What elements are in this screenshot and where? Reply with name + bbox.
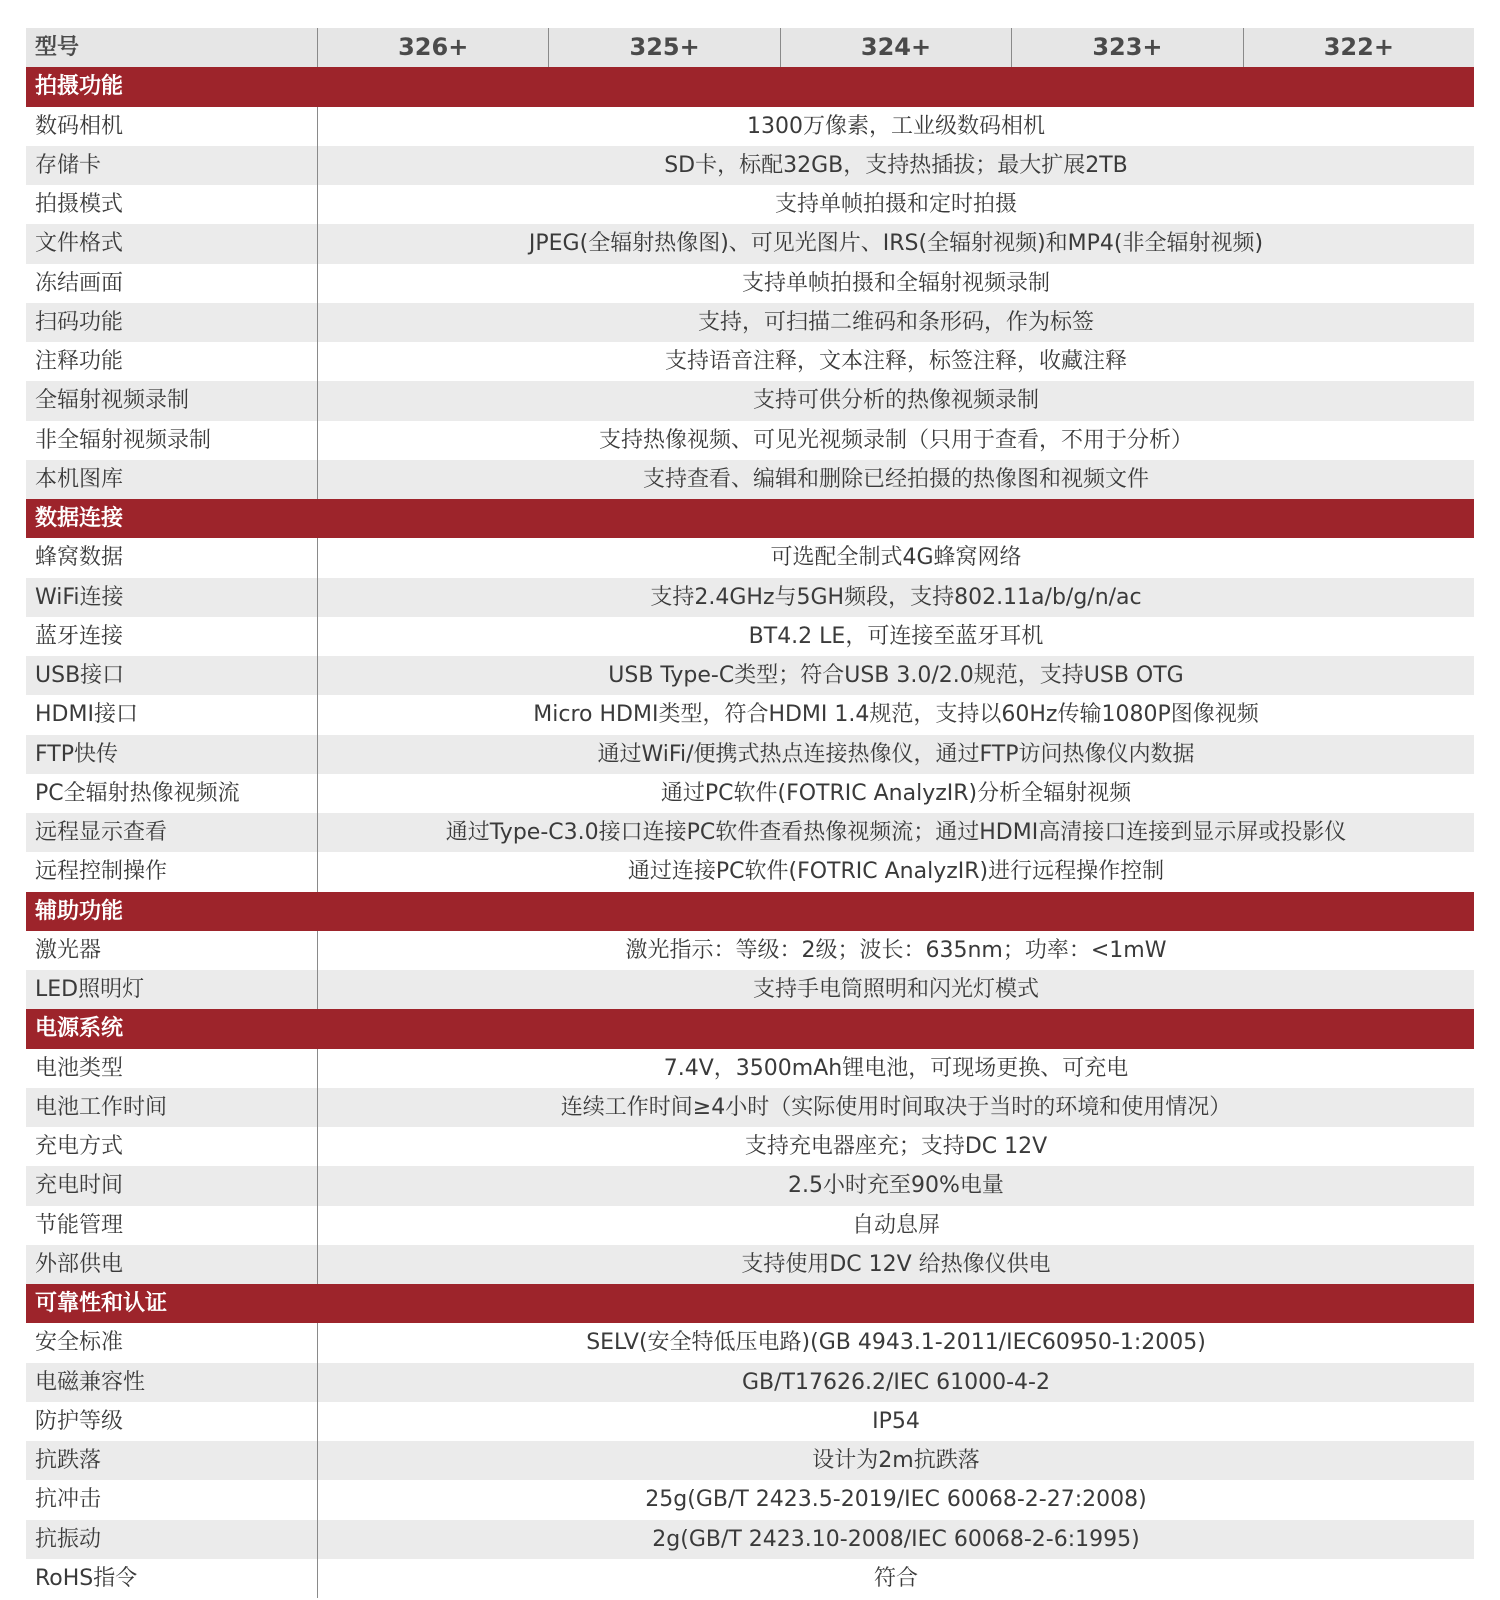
section-title: 辅助功能 bbox=[35, 898, 124, 924]
spec-value: JPEG(全辐射热像图)、可见光图片、IRS(全辐射视频)和MP4(非全辐射视频) bbox=[528, 231, 1264, 257]
table-row bbox=[26, 735, 1474, 774]
spec-label: 蓝牙连接 bbox=[26, 617, 318, 656]
spec-label: 拍摄模式 bbox=[26, 185, 318, 224]
spec-label: 本机图库 bbox=[26, 460, 318, 499]
section-header-row bbox=[26, 1009, 1474, 1048]
table-row bbox=[26, 852, 1474, 891]
table-row bbox=[26, 224, 1474, 263]
spec-value: USB Type-C类型；符合USB 3.0/2.0规范，支持USB OTG bbox=[608, 663, 1184, 688]
spec-label: 数码相机 bbox=[26, 107, 318, 146]
spec-label: 注释功能 bbox=[26, 342, 318, 381]
spec-value: IP54 bbox=[872, 1408, 920, 1434]
table-row bbox=[26, 617, 1474, 656]
model-column-header: 322+ bbox=[1323, 33, 1394, 61]
spec-label: USB接口 bbox=[26, 656, 318, 695]
table-body bbox=[26, 67, 1474, 1598]
spec-label: 存储卡 bbox=[26, 146, 318, 185]
spec-label: 电池类型 bbox=[26, 1049, 318, 1088]
table-row bbox=[26, 1049, 1474, 1088]
model-column-header: 323+ bbox=[1012, 28, 1243, 67]
spec-value: 通过WiFi/便携式热点连接热像仪，通过FTP访问热像仪内数据 bbox=[597, 741, 1195, 767]
spec-label: 节能管理 bbox=[26, 1206, 318, 1245]
spec-value: 支持单帧拍摄和定时拍摄 bbox=[774, 192, 1017, 217]
table-row bbox=[26, 1166, 1474, 1205]
spec-label: RoHS指令 bbox=[26, 1559, 318, 1598]
table-header-row bbox=[26, 28, 1474, 67]
table-row bbox=[26, 1206, 1474, 1245]
section-header-row bbox=[26, 1284, 1474, 1323]
spec-label: FTP快传 bbox=[26, 735, 318, 774]
spec-value: 支持2.4GHz与5GH频段，支持802.11a/b/g/n/ac bbox=[650, 584, 1142, 610]
spec-value: 激光指示：等级：2级；波长：635nm；功率：<1mW bbox=[625, 937, 1167, 963]
table-row bbox=[26, 1520, 1474, 1559]
spec-label: 激光器 bbox=[26, 931, 318, 970]
table-row bbox=[26, 342, 1474, 381]
spec-label: 充电时间 bbox=[26, 1166, 318, 1205]
spec-value: 支持语音注释，文本注释，标签注释，收藏注释 bbox=[664, 349, 1127, 374]
spec-value: GB/T17626.2/IEC 61000-4-2 bbox=[742, 1369, 1050, 1395]
spec-label: 抗冲击 bbox=[26, 1480, 318, 1519]
spec-label: 外部供电 bbox=[26, 1245, 318, 1284]
spec-value: 支持，可扫描二维码和条形码，作为标签 bbox=[697, 309, 1094, 335]
spec-label: LED照明灯 bbox=[26, 970, 318, 1009]
spec-value: 符合 bbox=[873, 1565, 918, 1591]
spec-label: 远程控制操作 bbox=[26, 852, 318, 891]
table-row bbox=[26, 970, 1474, 1009]
spec-label: PC全辐射热像视频流 bbox=[26, 774, 318, 813]
spec-label: 安全标准 bbox=[26, 1323, 318, 1362]
table-row bbox=[26, 1441, 1474, 1480]
spec-label: WiFi连接 bbox=[26, 578, 318, 617]
table-row bbox=[26, 1127, 1474, 1166]
spec-value: 通过Type-C3.0接口连接PC软件查看热像视频流；通过HDMI高清接口连接到显示屏或投影仪 bbox=[445, 820, 1347, 845]
spec-value: 支持手电筒照明和闪光灯模式 bbox=[752, 977, 1039, 1002]
spec-label: HDMI接口 bbox=[26, 695, 318, 734]
spec-label: 抗跌落 bbox=[26, 1441, 318, 1480]
spec-value: 通过连接PC软件(FOTRIC AnalyzIR)进行远程操作控制 bbox=[627, 859, 1165, 885]
table-row bbox=[26, 931, 1474, 970]
table-row bbox=[26, 1323, 1474, 1362]
spec-label: 电磁兼容性 bbox=[26, 1363, 318, 1402]
spec-value: SD卡，标配32GB，支持热插拔；最大扩展2TB bbox=[664, 152, 1128, 178]
model-column-header: 326+ bbox=[318, 28, 549, 67]
table-row bbox=[26, 460, 1474, 499]
table-row bbox=[26, 695, 1474, 734]
spec-value: 支持充电器座充；支持DC 12V bbox=[744, 1134, 1048, 1159]
table-row bbox=[26, 813, 1474, 852]
model-column-header: 324+ bbox=[781, 28, 1012, 67]
spec-label: 防护等级 bbox=[26, 1402, 318, 1441]
spec-value: 支持使用DC 12V 给热像仪供电 bbox=[741, 1251, 1051, 1277]
spec-value: 支持单帧拍摄和全辐射视频录制 bbox=[741, 270, 1050, 296]
spec-value: 25g(GB/T 2423.5-2019/IEC 60068-2-27:2008) bbox=[645, 1487, 1147, 1513]
spec-label: 全辐射视频录制 bbox=[26, 381, 318, 420]
table-row bbox=[26, 264, 1474, 303]
spec-value: 通过PC软件(FOTRIC AnalyzIR)分析全辐射视频 bbox=[660, 780, 1132, 806]
spec-value: 2g(GB/T 2423.10-2008/IEC 60068-2-6:1995) bbox=[652, 1526, 1140, 1552]
spec-value: Micro HDMI类型，符合HDMI 1.4规范，支持以60Hz传输1080P图像视频 bbox=[533, 702, 1259, 728]
spec-label: 蜂窝数据 bbox=[26, 538, 318, 577]
spec-value: 设计为2m抗跌落 bbox=[812, 1448, 980, 1473]
spec-value: 7.4V，3500mAh锂电池，可现场更换、可充电 bbox=[663, 1055, 1129, 1081]
table-row bbox=[26, 1559, 1474, 1598]
spec-value: 支持热像视频、可见光视频录制（只用于查看，不用于分析） bbox=[598, 427, 1193, 453]
table-row bbox=[26, 578, 1474, 617]
table-row bbox=[26, 1480, 1474, 1519]
spec-label: 冻结画面 bbox=[26, 264, 318, 303]
spec-label: 远程显示查看 bbox=[26, 813, 318, 852]
spec-value: SELV(安全特低压电路)(GB 4943.1-2011/IEC60950-1:2005) bbox=[586, 1330, 1206, 1356]
section-title: 可靠性和认证 bbox=[35, 1291, 168, 1316]
spec-label: 电池工作时间 bbox=[26, 1088, 318, 1127]
table-row bbox=[26, 381, 1474, 420]
spec-value: 可选配全制式4G蜂窝网络 bbox=[770, 545, 1022, 571]
spec-label: 充电方式 bbox=[26, 1127, 318, 1166]
header-label: 型号 bbox=[26, 28, 318, 67]
section-title: 拍摄功能 bbox=[35, 74, 124, 100]
spec-label: 文件格式 bbox=[26, 224, 318, 263]
table-row bbox=[26, 421, 1474, 460]
spec-value: 连续工作时间≥4小时（实际使用时间取决于当时的环境和使用情况） bbox=[560, 1094, 1232, 1120]
table-row bbox=[26, 538, 1474, 577]
spec-label: 抗振动 bbox=[26, 1520, 318, 1559]
table-row bbox=[26, 107, 1474, 146]
table-row bbox=[26, 1363, 1474, 1402]
spec-value: 2.5小时充至90%电量 bbox=[788, 1173, 1004, 1199]
spec-table bbox=[26, 28, 1474, 1598]
table-row bbox=[26, 1402, 1474, 1441]
spec-value: 支持查看、编辑和删除已经拍摄的热像图和视频文件 bbox=[642, 466, 1149, 492]
table-row bbox=[26, 303, 1474, 342]
spec-value: 自动息屏 bbox=[851, 1212, 940, 1238]
section-header-row bbox=[26, 67, 1474, 106]
section-title: 数据连接 bbox=[35, 506, 124, 531]
table-row bbox=[26, 1088, 1474, 1127]
spec-value: 1300万像素，工业级数码相机 bbox=[747, 113, 1045, 139]
table-row bbox=[26, 1245, 1474, 1284]
table-row bbox=[26, 185, 1474, 224]
table-row bbox=[26, 146, 1474, 185]
table-row bbox=[26, 656, 1474, 695]
table-row bbox=[26, 774, 1474, 813]
section-header-row bbox=[26, 892, 1474, 931]
section-header-row bbox=[26, 499, 1474, 538]
spec-label: 扫码功能 bbox=[26, 303, 318, 342]
spec-value: BT4.2 LE，可连接至蓝牙耳机 bbox=[748, 623, 1044, 649]
spec-label: 非全辐射视频录制 bbox=[26, 421, 318, 460]
model-column-header: 325+ bbox=[549, 28, 780, 67]
spec-value: 支持可供分析的热像视频录制 bbox=[752, 388, 1039, 414]
section-title: 电源系统 bbox=[35, 1016, 124, 1042]
